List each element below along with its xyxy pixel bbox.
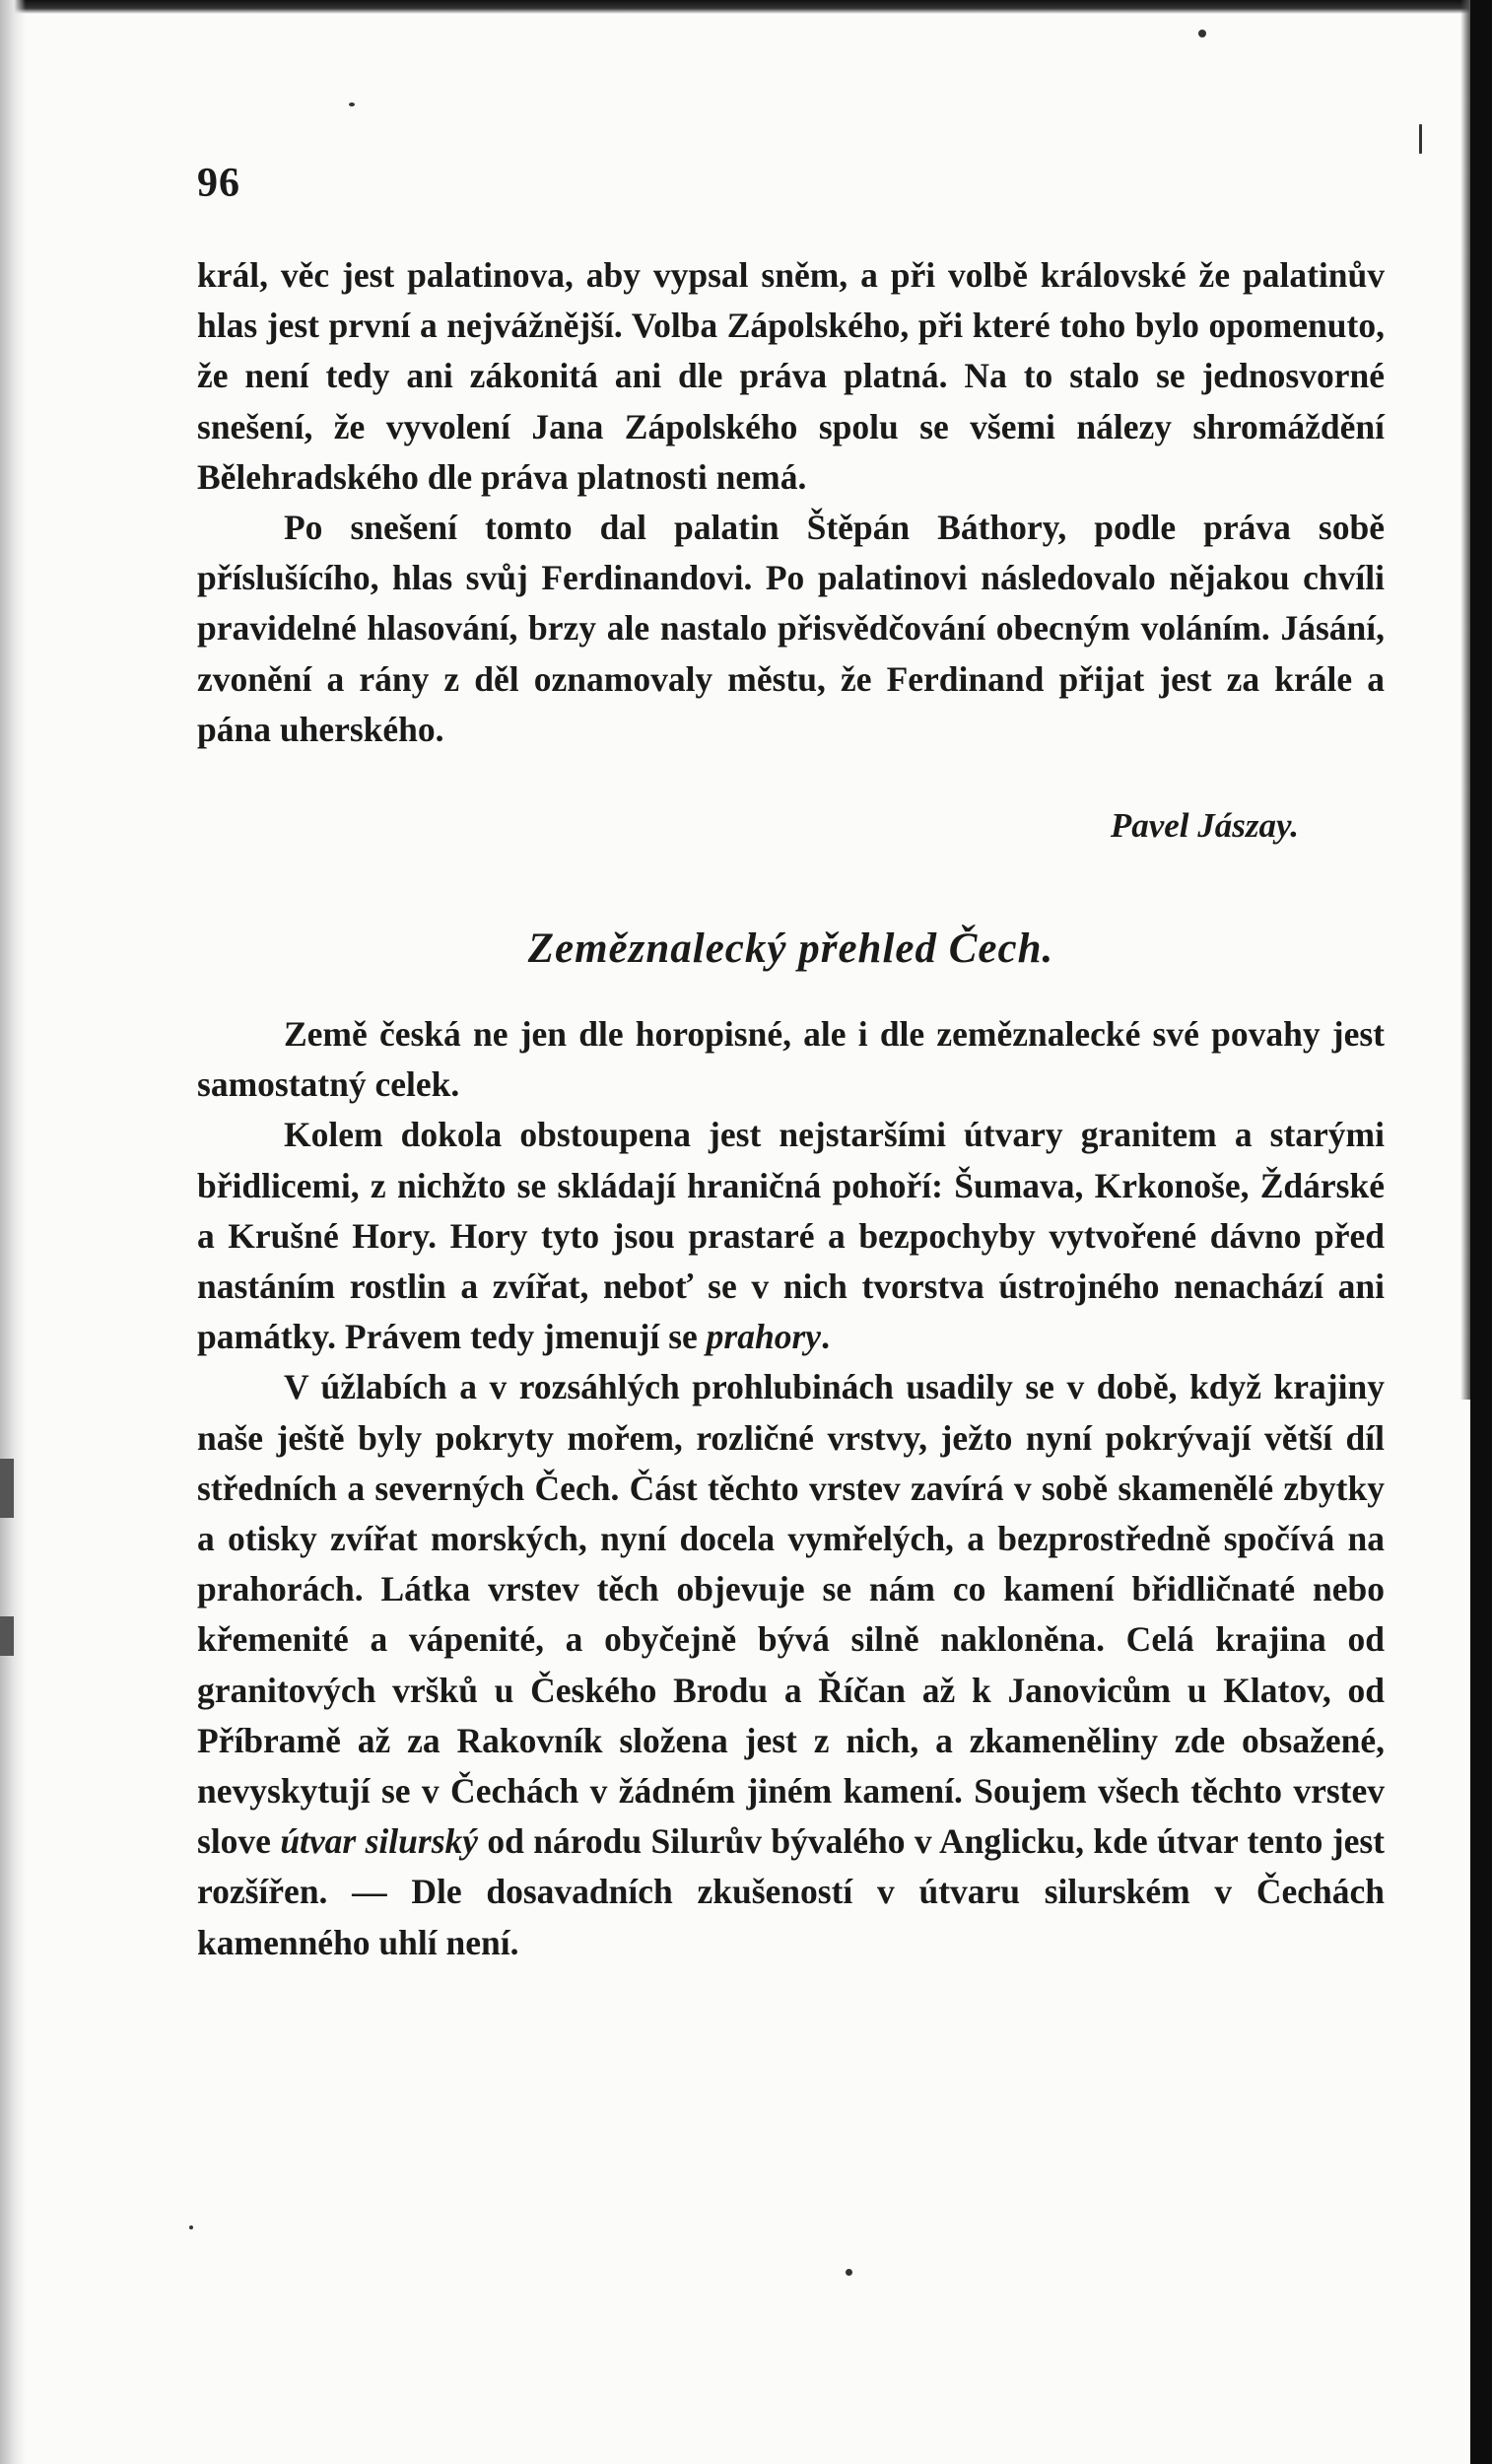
scan-edge-right-shadow	[1460, 0, 1470, 1400]
paragraph-text: V úžlabích a v rozsáhlých prohlubinách usadily se v době, když krajiny naše ještě byly pokryty mořem, rozličné vrstvy, ježto nyní pokrývají větší díl středních a severných Čech. Část těchto vrstev zavírá v sobě skamenělé zbytky a otisky zvířat morských, nyní docela vymřelých, a bezprostředně spočívá na prahorách. Látka vrstev těch objevuje se nám co kamení břidličnaté nebo křemenité a vápenité, a obyčejně bývá silně nakloněna. Celá krajina od granitových vršků u Českého Brodu a Říčan až k Janovicům u Klatov, od Příbramě až za Rakovník složena jest z nich, a zkameněliny zde obsažené, nevyskytují se v Čechách v žádném jiném kamení. Soujem všech těchto vrstev slove	[197, 1367, 1385, 1862]
ink-speck	[189, 2225, 193, 2229]
author-signature: Pavel Jászay.	[1110, 806, 1299, 845]
scan-edge-left	[0, 0, 26, 2464]
paragraph	[197, 1110, 1385, 1362]
paragraph-text: Kolem dokola obstoupena jest nejstaršími útvary granitem a starými břidlicemi, z nichžto se skládají hraničná pohoří: Šumava, Krkonoše, Ždárské a Krušné Hory. Hory tyto jsou prastaré a bezpochyby vytvořené dávno před nastáním rostlin a zvířat, neboť se v nich tvorstva ústrojného nenachází ani památky. Právem tedy jmenují se	[197, 1115, 1385, 1357]
ink-speck	[1419, 124, 1422, 154]
ink-speck	[846, 2269, 852, 2276]
paragraph	[197, 1362, 1385, 1967]
paragraph-text: od národu Silurův bývalého v Anglicku, kde útvar tento jest rozšířen. — Dle dosavadních zkušeností v útvaru silurském v Čechách kamenného uhlí není.	[197, 1821, 1385, 1962]
italic-term: prahory	[706, 1317, 822, 1357]
section-heading: Zeměznalecký přehled Čech.	[527, 925, 1054, 972]
section-body-2	[197, 1009, 1385, 1968]
scan-edge-top	[0, 0, 1492, 14]
italic-term: útvar silurský	[280, 1821, 479, 1862]
punctuation: .	[821, 1317, 830, 1357]
paragraph: Země česká ne jen dle horopisné, ale i dle zeměznalecké své povahy jest samostatný celek.	[197, 1014, 1385, 1105]
page-number: 96	[197, 161, 240, 206]
ink-speck	[349, 103, 355, 106]
scan-mark	[0, 1616, 14, 1656]
section-body-1	[197, 250, 1385, 755]
scan-edge-right	[1470, 0, 1492, 2464]
paragraph: král, věc jest palatinova, aby vypsal sněm, a při volbě královské že palatinův hlas jest první a nejvážnější. Volba Zápolského, při které toho bylo opomenuto, že není tedy ani zákonitá ani dle práva platná. Na to stalo se jednosvorné snešení, že vyvolení Jana Zápolského spolu se všemi nálezy shromáždění Bělehradského dle práva platnosti nemá.	[197, 255, 1385, 497]
paragraph: Po snešení tomto dal palatin Štěpán Báthory, podle práva sobě příslušícího, hlas svůj Ferdinandovi. Po palatinovi následovalo nějakou chvíli pravidelné hlasování, brzy ale nastalo přisvědčování obecným voláním. Jásání, zvonění a rány z děl oznamovaly městu, že Ferdinand přijat jest za krále a pána uherského.	[197, 508, 1385, 749]
scan-mark	[0, 1459, 14, 1518]
ink-speck	[1198, 30, 1206, 37]
